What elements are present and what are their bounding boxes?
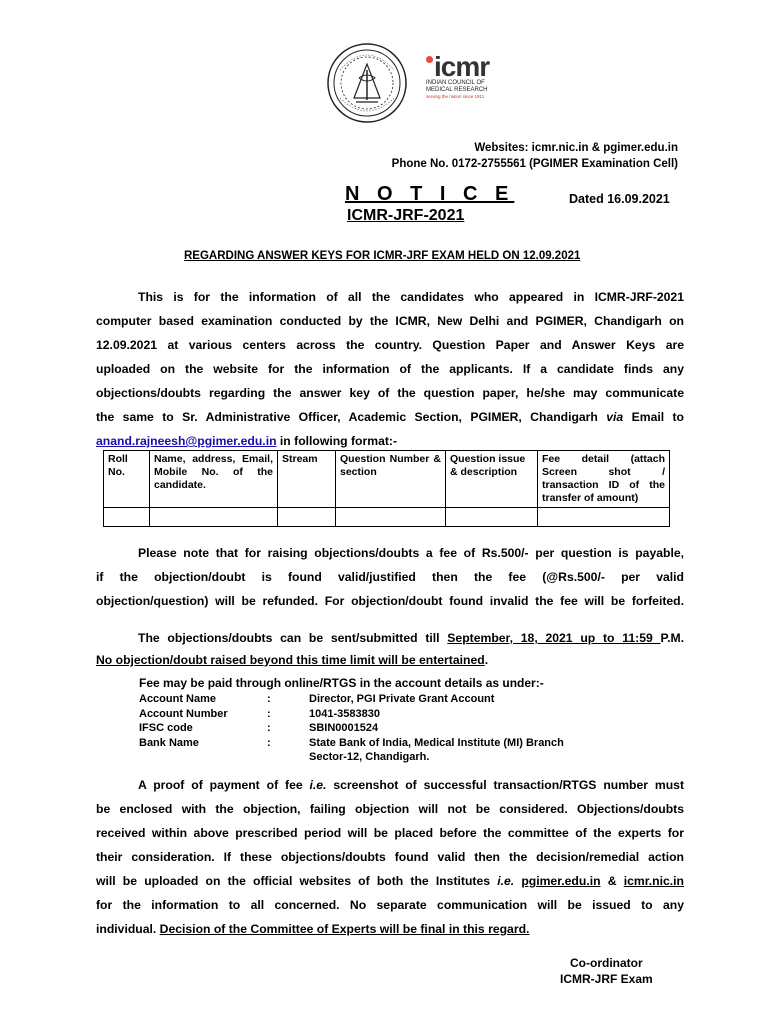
icmr-logo-dot-icon <box>426 56 433 63</box>
para1-line6-text: the same to Sr. Administrative Officer, Academic Section, PGIMER, Chandigarh <box>96 410 607 424</box>
table-cell <box>336 508 446 527</box>
account-key: Account Number <box>139 707 228 720</box>
para1-line7-text: in following format:- <box>276 434 398 448</box>
para4-line7 <box>96 917 684 941</box>
para4-line1-end: screenshot of successful transaction/RTGS number must <box>326 778 685 792</box>
para1-line4: uploaded on the website for the information of the applicants. If a candidate finds any <box>96 362 684 376</box>
icmr-logo-org-line2: MEDICAL RESEARCH <box>426 87 488 93</box>
table-header-question-number: Question Number & section <box>336 451 446 508</box>
notice-title: N O T I C E <box>345 183 515 205</box>
para1-line2: computer based examination conducted by the ICMR, New Delhi and PGIMER, Chandigarh on <box>96 314 684 328</box>
para4-line5-text: will be uploaded on the official websites of both the Institutes <box>96 874 498 888</box>
notice-date: Dated 16.09.2021 <box>569 192 670 206</box>
account-row-ifsc <box>139 721 564 736</box>
account-sep: : <box>267 707 271 720</box>
para3-line2 <box>96 650 684 670</box>
para4-line5 <box>96 869 684 893</box>
para2-line1: Please note that for raising objections/doubts a fee of Rs.500/- per question is payable, <box>138 546 684 560</box>
objection-format-table <box>103 450 670 527</box>
account-row-number <box>139 707 564 722</box>
account-row-name <box>139 692 564 707</box>
regarding-heading: REGARDING ANSWER KEYS FOR ICMR-JRF EXAM HELD ON 12.09.2021 <box>184 250 581 262</box>
icmr-logo-org-line1: INDIAN COUNCIL OF <box>426 80 485 86</box>
no-objection-text: No objection/doubt raised beyond this time limit will be entertained <box>96 653 485 667</box>
icmr-logo-word: icmr <box>434 51 490 82</box>
account-sep: : <box>267 736 271 749</box>
phone-line: Phone No. 0172-2755561 (PGIMER Examination Cell) <box>391 158 678 170</box>
account-value: SBIN0001524 <box>309 722 379 734</box>
paragraph-intro <box>96 285 684 453</box>
para1-via: via <box>606 410 624 424</box>
para3-line2-end: . <box>484 653 489 667</box>
para4-line6: for the information to all concerned. No separate communication will be issued to any <box>96 898 684 912</box>
account-sep: : <box>267 722 271 734</box>
para1-line6 <box>96 405 684 429</box>
para4-amp: & <box>600 874 624 888</box>
table-cell <box>538 508 670 527</box>
notice-subtitle: ICMR-JRF-2021 <box>347 207 465 224</box>
contact-block <box>392 140 678 172</box>
signature-block <box>560 955 653 987</box>
para2-line3: objection/question) will be refunded. For objection/doubt found invalid the fee will be forfeited. <box>96 594 684 608</box>
account-key: IFSC code <box>139 722 193 734</box>
account-value: State Bank of India, Medical Institute (MI) Branch <box>309 736 564 749</box>
icmr-website-link[interactable]: icmr.nic.in <box>623 874 684 888</box>
pgimer-website-link[interactable]: pgimer.edu.in <box>521 874 601 888</box>
signature-title: Co-ordinator <box>570 956 643 970</box>
email-link[interactable]: anand.rajneesh@pgimer.edu.in <box>96 434 277 448</box>
table-cell <box>104 508 150 527</box>
account-value: Sector-12, Chandigarh. <box>309 751 430 763</box>
para3-line1-end: P.M. <box>660 631 684 645</box>
para1-line1: This is for the information of all the candidates who appeared in ICMR-JRF-2021 <box>138 290 684 304</box>
table-header-stream: Stream <box>278 451 336 508</box>
deadline-text: September, 18, 2021 up to 11:59 <box>447 631 661 645</box>
paragraph-proof <box>96 773 684 941</box>
para4-line4: their consideration. If these objections/doubts found valid then the decision/remedial action <box>96 850 684 864</box>
websites-line: Websites: icmr.nic.in & pgimer.edu.in <box>474 142 678 154</box>
table-cell <box>150 508 278 527</box>
table-header-row <box>104 451 670 508</box>
signature-org: ICMR-JRF Exam <box>560 972 653 986</box>
table-cell <box>278 508 336 527</box>
account-row-bank <box>139 736 564 751</box>
table-header-name: Name, address, Email, Mobile No. of the candidate. <box>150 451 278 508</box>
para2-line2: if the objection/doubt is found valid/justified then the fee (@Rs.500/- per valid <box>96 570 684 584</box>
table-row <box>104 508 670 527</box>
decision-final-text: Decision of the Committee of Experts will be final in this regard. <box>159 922 530 936</box>
table-header-question-issue: Question issue & description <box>446 451 538 508</box>
account-key: Account Name <box>139 693 217 705</box>
account-key-empty <box>139 750 267 765</box>
para1-line5: objections/doubts regarding the answer key of the question paper, he/she may communicate <box>96 386 684 400</box>
table-header-fee-detail: Fee detail (attach Screen shot / transaction ID of the transfer of amount) <box>538 451 670 508</box>
para1-line3: 12.09.2021 at various centers across the country. Question Paper and Answer Keys are <box>96 338 684 352</box>
paragraph-deadline <box>96 626 684 670</box>
para3-line1-text: The objections/doubts can be sent/submitted till <box>138 631 448 645</box>
table-cell <box>446 508 538 527</box>
para4-line1 <box>96 773 684 797</box>
account-row-bank-line2 <box>139 750 564 765</box>
pgimer-emblem-logo <box>326 40 408 126</box>
para1-line6-end: Email to <box>623 410 684 424</box>
icmr-logo <box>426 51 516 110</box>
account-value: Director, PGI Private Grant Account <box>309 693 495 705</box>
account-sep-empty <box>267 750 309 765</box>
para4-line2: be enclosed with the objection, failing objection will not be considered. Objections/doubts <box>96 802 684 816</box>
para4-line3: received within above prescribed period will be placed before the committee of the experts for <box>96 826 684 840</box>
account-key: Bank Name <box>139 736 199 749</box>
para4-line1-text: A proof of payment of fee <box>138 778 310 792</box>
table-header-roll: Roll No. <box>104 451 150 508</box>
account-details <box>139 692 564 765</box>
paragraph-fee <box>96 541 684 613</box>
fee-payment-line: Fee may be paid through online/RTGS in the account details as under:- <box>139 676 544 690</box>
para4-line7-text: individual. <box>96 922 160 936</box>
para4-ie: i.e. <box>497 874 515 888</box>
account-value: 1041-3583830 <box>309 707 380 720</box>
account-sep: : <box>267 693 271 705</box>
para4-ie: i.e. <box>309 778 327 792</box>
icmr-logo-tagline: serving the nation since 1911 <box>426 94 485 99</box>
para3-line1 <box>96 626 684 650</box>
